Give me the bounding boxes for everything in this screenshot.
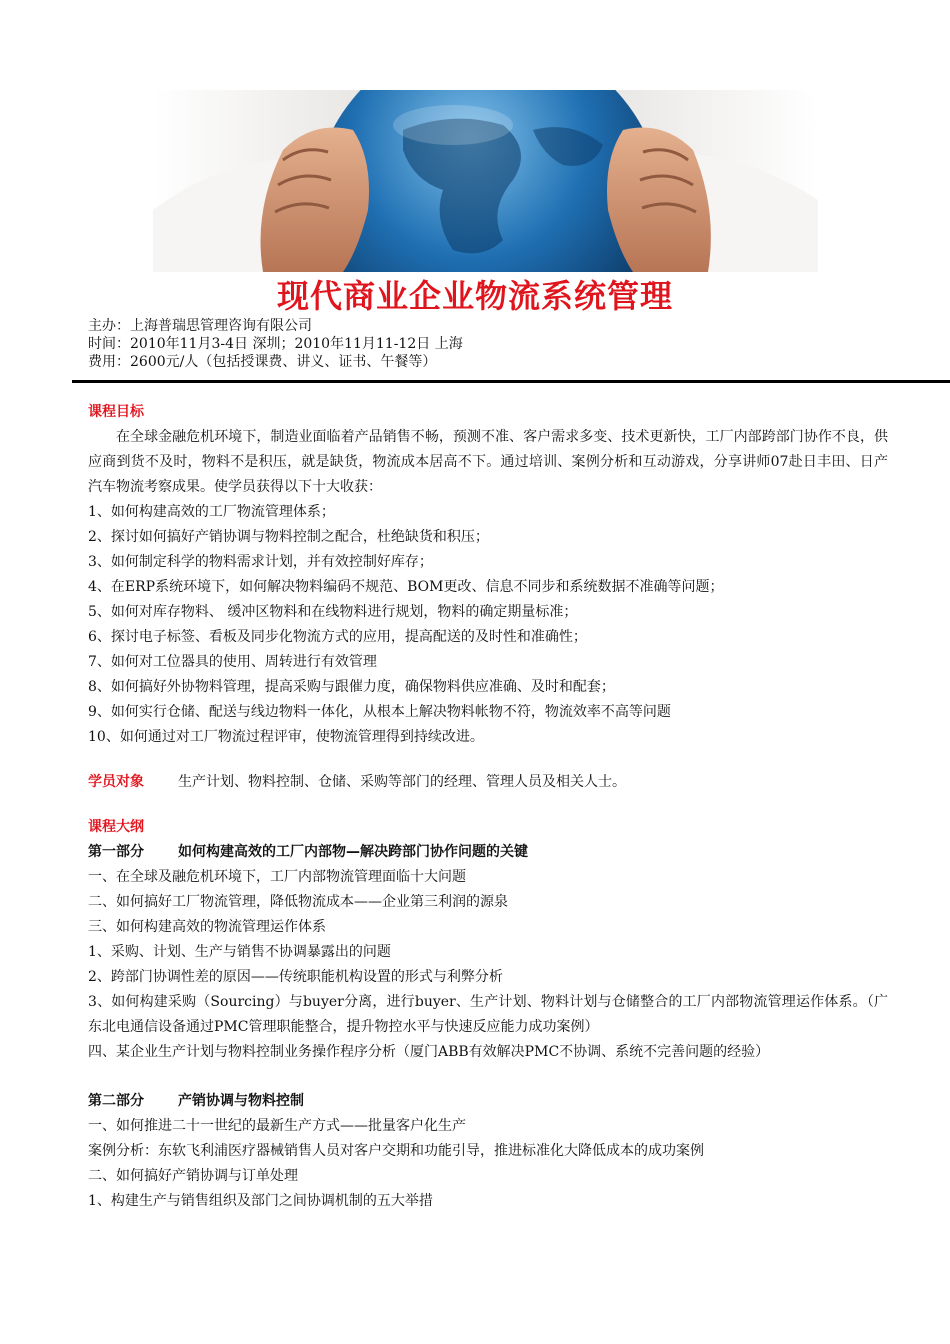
objective-item: 1、如何构建高效的工厂物流管理体系； <box>88 504 335 520</box>
outline-line: 1、构建生产与销售组织及部门之间协调机制的五大举措 <box>88 1193 433 1209</box>
objective-item: 3、如何制定科学的物料需求计划，并有效控制好库存； <box>88 554 433 570</box>
outline-line: 案例分析：东软飞利浦医疗器械销售人员对客户交期和功能引导，推进标准化大降低成本的成功案例 <box>88 1143 704 1159</box>
fee-line: 费用：2600元/人（包括授课费、讲义、证书、午餐等） <box>88 354 437 370</box>
part2-label: 第二部分 <box>88 1093 144 1109</box>
part2-title: 产销协调与物料控制 <box>178 1093 304 1109</box>
target-heading: 学员对象 <box>88 774 144 790</box>
document-title: 现代商业企业物流系统管理 <box>276 277 673 315</box>
outline-line: 2、跨部门协调性差的原因——传统职能机构设置的形式与利弊分析 <box>88 969 503 985</box>
part1-label: 第一部分 <box>88 844 144 860</box>
header-banner-image <box>153 90 818 272</box>
target-audience <box>88 770 888 795</box>
target-text: 生产计划、物料控制、仓储、采购等部门的经理、管理人员及相关人士。 <box>178 774 626 790</box>
objectives-intro: 在全球金融危机环境下，制造业面临着产品销售不畅，预测不准、客户需求多变、技术更新快，工厂内部跨部门协作不良，供应商到货不及时，物料不是积压，就是缺货，物流成本居高不下。通过培训、案例分析和互动游戏，分享讲师07赴日丰田、日产汽车物流考察成果。使学员获得以下十大收获： <box>88 429 888 495</box>
objective-item: 8、如何搞好外协物料管理，提高采购与跟催力度，确保物料供应准确、及时和配套； <box>88 679 615 695</box>
globe-in-hands-illustration <box>153 90 818 272</box>
outline-line: 1、采购、计划、生产与销售不协调暴露出的问题 <box>88 944 391 960</box>
header-divider <box>72 380 950 383</box>
part2-heading <box>88 1089 888 1114</box>
outline-paragraph: 3、如何构建采购（Sourcing）与buyer分离，进行buyer、生产计划、物料计划与仓储整合的工厂内部物流管理运作体系。（广东北电通信设备通过PMC管理职能整合，提升物控水平与快速反应能力成功案例） <box>88 994 888 1035</box>
part1-title: 如何构建高效的工厂内部物—解决跨部门协作问题的关键 <box>178 844 528 860</box>
part1-heading <box>88 840 888 865</box>
outline-line: 一、在全球及融危机环境下，工厂内部物流管理面临十大问题 <box>88 869 466 885</box>
objectives-heading: 课程目标 <box>88 404 144 420</box>
objective-item: 7、如何对工位器具的使用、周转进行有效管理 <box>88 654 377 670</box>
outline-heading: 课程大纲 <box>88 819 144 835</box>
objective-item: 6、探讨电子标签、看板及同步化物流方式的应用，提高配送的及时性和准确性； <box>88 629 587 645</box>
document-body <box>88 400 888 1214</box>
outline-line: 二、如何搞好产销协调与订单处理 <box>88 1168 298 1184</box>
objective-item: 4、在ERP系统环境下，如何解决物料编码不规范、BOM更改、信息不同步和系统数据不准确等问题； <box>88 579 724 595</box>
outline-paragraph: 四、某企业生产计划与物料控制业务操作程序分析（厦门ABB有效解决PMC不协调、系统不完善问题的经验） <box>88 1044 770 1060</box>
objective-item: 10、如何通过对工厂物流过程评审，使物流管理得到持续改进。 <box>88 729 484 745</box>
organizer-line: 主办：上海普瑞思管理咨询有限公司 <box>88 318 312 334</box>
outline-line: 三、如何构建高效的物流管理运作体系 <box>88 919 326 935</box>
objective-item: 5、如何对库存物料、 缓冲区物料和在线物料进行规划，物料的确定期量标准； <box>88 604 578 620</box>
course-meta <box>88 317 463 371</box>
outline-line: 一、如何推进二十一世纪的最新生产方式——批量客户化生产 <box>88 1118 466 1134</box>
objective-item: 2、探讨如何搞好产销协调与物料控制之配合，杜绝缺货和积压； <box>88 529 489 545</box>
time-line: 时间：2010年11月3-4日 深圳；2010年11月11-12日 上海 <box>88 336 463 352</box>
outline-line: 二、如何搞好工厂物流管理，降低物流成本——企业第三利润的源泉 <box>88 894 508 910</box>
objective-item: 9、如何实行仓储、配送与线边物料一体化，从根本上解决物料帐物不符，物流效率不高等问题 <box>88 704 671 720</box>
